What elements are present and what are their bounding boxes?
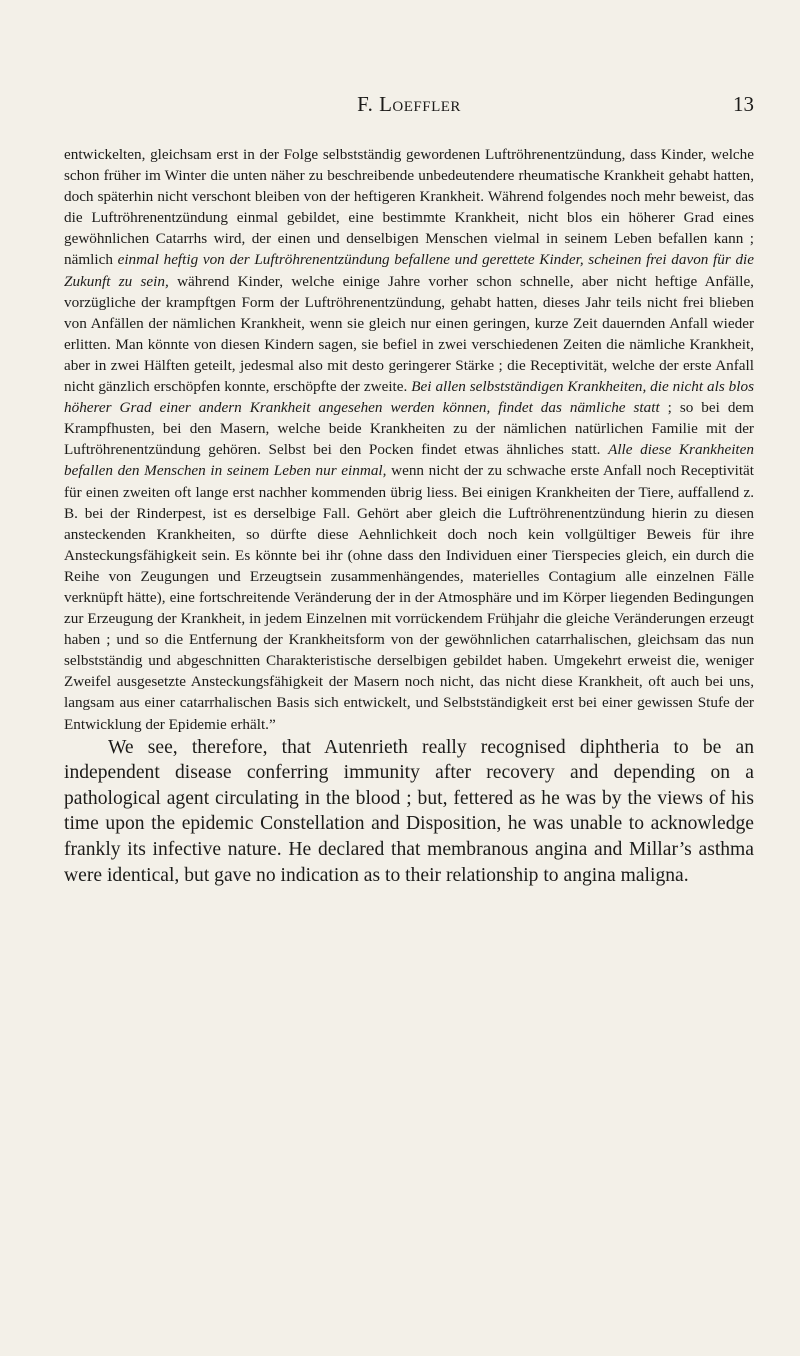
quote-segment: ; so bei dem Krampfhusten, bei den Masern, welche beide Krankheiten zu der nämlichen natürlichen Familie mit der Luftröhrenentzündung gehören. Selbst bei den Pocken findet etwas ähnliches statt. — [64, 399, 754, 459]
book-page — [64, 92, 754, 888]
quote-segment-italic: einmal heftig von der Luftröhrenentzündung befallene und gerettete Kinder, scheinen frei davon für die Zukunft zu sein, — [64, 251, 754, 290]
quote-segment: wenn nicht der zu schwache erste Anfall noch Receptivität für einen zweiten oft lange erst nachher kommenden übrig liess. Bei einigen Krankheiten der Tiere, auffallend z. B. bei der Rinderpest, ist es derselbige Fall. Gehört aber gleich die Luftröhrenentzündung hierin zu diesen ansteckenden Krankheiten, so dürfte diese Aehnlichkeit doch noch kein vollgültiger Beweis für ihre Ansteckungsfähigkeit sein. Es könnte bei ihr (ohne dass den Individuen einer Tierspecies gleich, ein durch die Reihe von Zeugungen und Erzeugtsein zusammenhängendes, materielles Contagium alle einzelnen Fälle verknüpft hätte), eine fortschreitende Veränderung der in der Atmosphäre und im Körper liegenden Bedingungen zur Erzeugung der Krankheit, in jedem Einzelnen mit vorrückendem Frühjahr die gleiche Veränderungen erzeugt haben ; und so die Entfernung der Krankheitsform von der gewöhnlichen catarrhalischen, gleichsam das nun selbstständig und abgeschnitten Charakteristische derselbigen gebildet haben. Umgekehrt erweist die, weniger Zweifel ausgesetzte Ansteckungsfähigkeit der Masern noch nicht, das nicht diese Krankheit, oft auch bei uns, langsam aus einer catarrhalischen Basis sich entwickelt, und Selbstständigkeit erst bei einer gewissen Stufe der Entwicklung der Epidemie erhält.” — [64, 462, 755, 733]
running-title: F. Loeffler — [357, 92, 461, 116]
quote-segment: entwickelten, gleichsam erst in der Folge selbstständig gewordenen Luftröhrenentzündung, dass Kinder, welche schon früher im Winter die unten näher zu beschreibende unbedeutendere rheumatische Krankheit gehabt hatten, doch späterhin nicht verschont bleiben von der heftigeren Krankheit. Während folgendes noch mehr beweist, das die Luftröhrenentzündung einmal gebildet, eine bestimmte Krankheit, nicht blos ein höherer Grad eines gewöhnlichen Catarrhs wird, der einen und denselbigen Menschen vielmal in seinem Leben befallen kann ; nämlich — [64, 146, 754, 269]
quote-segment-italic: Bei allen selbstständigen Krankheiten, die nicht als blos höherer Grad einer andern Krankheit angesehen werden können, findet das nämliche statt — [64, 378, 754, 417]
quote-segment-italic: Alle diese Krankheiten befallen den Menschen in seinem Leben nur einmal, — [64, 441, 754, 480]
page-number: 13 — [733, 92, 754, 116]
quote-segment: während Kinder, welche einige Jahre vorher schon schnelle, aber nicht heftige Anfälle, vorzügliche der krampftgen Form der Luftröhrenentzündung, gehabt hatten, dieses Jahr teils nicht frei blieben von Anfällen der nämlichen Krankheit, wenn sie gleich nur einen geringen, kurze Zeit dauernden Anfall wieder erlitten. Man könnte von diesen Kindern sagen, sie befiel in zwei verschiedenen Zeiten die nämliche Krankheit, aber in zwei Hälften geteilt, jedesmal also mit desto geringerer Stärke ; die Receptivität, welche der erste Anfall nicht gänzlich erschöpfen konnte, erschöpfte der zweite. — [64, 272, 754, 396]
english-commentary-paragraph: We see, therefore, that Autenrieth really recognised diphtheria to be an independent disease conferring immunity after recovery and depending on a pathological agent circulating in the blood ; but, fettered as he was by the views of his time upon the epidemic Constellation and Disposition, he was unable to acknowledge frankly its infective nature. He declared that membranous angina and Millar’s asthma were identical, but gave no indication as to their relationship to angina maligna. — [64, 736, 754, 886]
quoted-german-passage — [64, 144, 754, 735]
running-head — [64, 92, 754, 126]
